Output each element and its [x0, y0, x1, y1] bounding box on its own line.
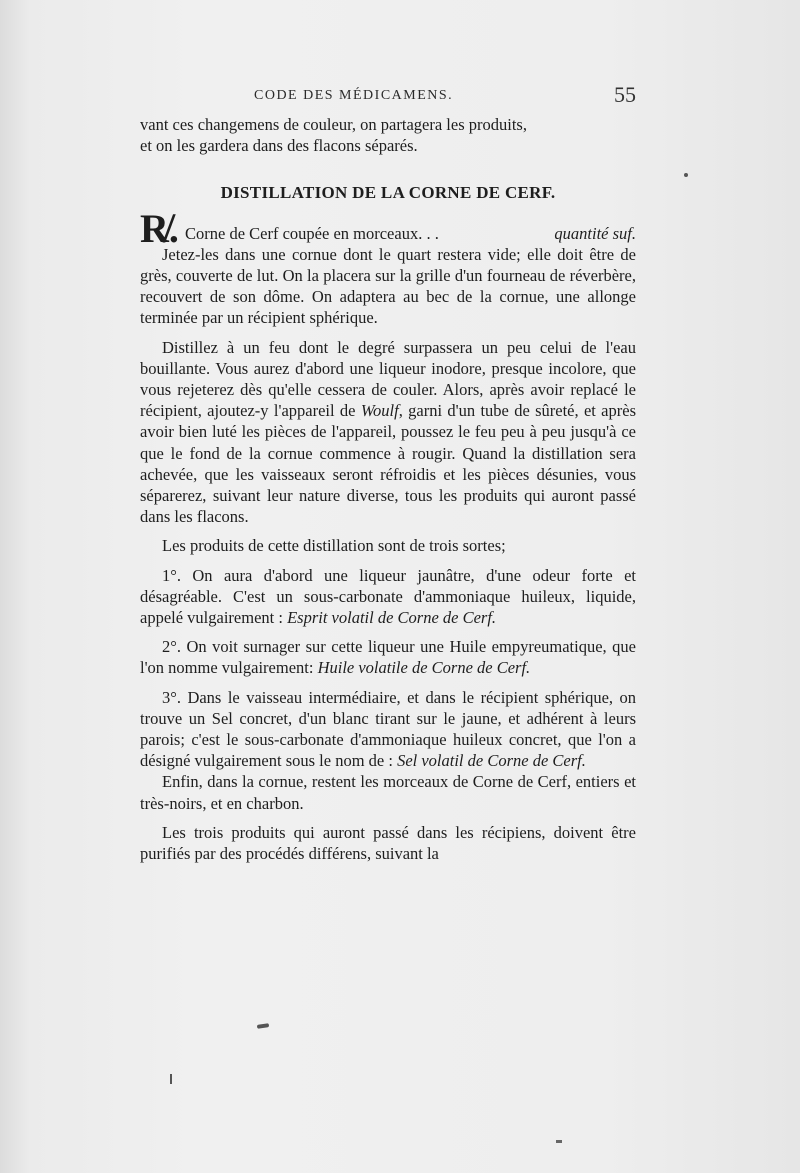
page-number: 55: [614, 82, 636, 107]
ink-speck: [170, 1074, 172, 1084]
paragraph-1: Jetez-les dans une cornue dont le quart restera vide; elle doit être de grès, couverte de lut. On la placera sur la grille d'un fourneau de réverbère, recouvert de son dôme. On adaptera au bec de la cornue, une allonge terminée par un récipient sphérique.: [140, 244, 636, 328]
body-text: [140, 114, 636, 864]
ink-speck: [257, 1023, 269, 1029]
paragraph-4-italic: Esprit volatil de Corne de Cerf.: [287, 608, 497, 628]
paragraph-4-text: 1°. On aura d'abord une liqueur jaunâtre, d'une odeur forte et désagréable. C'est un sous-carbonate d'ammoniaque huileux, liquide, appelé vulgairement :: [140, 565, 636, 628]
recipe-symbol: R̸.: [140, 205, 179, 251]
recipe-ingredient: Corne de Cerf coupée en morceaux. . .: [185, 223, 439, 243]
recipe-line: [140, 205, 636, 251]
paragraph-5-italic: Huile volatile de Corne de Cerf.: [317, 658, 531, 678]
paragraph-4: [140, 565, 636, 629]
paragraph-8: Les trois produits qui auront passé dans les récipiens, doivent être purifiés par des procédés différens, suivant la: [140, 822, 636, 864]
woulf-name: Woulf: [360, 401, 399, 421]
paragraph-2-part-b: , garni d'un tube de sûreté, et après avoir bien luté les pièces de l'appareil, poussez le feu peu à peu jusqu'à ce que le fond de la cornue commence à rougir. Quand la distillation sera achevée, que les vaisseaux seront réfroidis et les pièces désunies, vous séparerez, suivant leur nature diverse, tous les produits qui auront passé dans les flacons.: [140, 401, 636, 527]
paragraph-2-part-a: Distillez à un feu dont le degré surpassera un peu celui de l'eau bouillante. Vous aurez d'abord une liqueur inodore, presque incolore, que vous rejeterez dès qu'elle cessera de couler. Alors, après avoir replacé le récipient, ajoutez-y l'appareil de: [140, 337, 636, 421]
continued-line-1: vant ces changemens de couleur, on partagera les produits,: [140, 115, 527, 134]
recipe-quantity: quantité suf.: [554, 223, 636, 243]
paragraph-6-italic: Sel volatil de Corne de Cerf.: [397, 751, 586, 771]
section-title: DISTILLATION DE LA CORNE DE CERF.: [220, 183, 556, 203]
paragraph-2: [140, 337, 636, 528]
paragraph-6: [140, 687, 636, 772]
paragraph-3: Les produits de cette distillation sont de trois sortes;: [162, 536, 506, 556]
ink-speck: [556, 1140, 562, 1143]
ink-speck: [684, 173, 688, 177]
continued-line-2: et on les gardera dans des flacons séparés.: [140, 136, 418, 156]
page-header: [140, 84, 636, 108]
paragraph-5: [140, 636, 636, 678]
running-title: CODE DES MÉDICAMENS.: [254, 88, 454, 103]
paragraph-6-text: 3°. Dans le vaisseau intermédiaire, et dans le récipient sphérique, on trouve un Sel concret, d'un blanc tirant sur le jaune, et adhérent à leurs parois; c'est le sous-carbonate d'ammoniaque huileux concret, que l'on a désigné vulgairement sous le nom de :: [140, 687, 636, 771]
paragraph-5-text: 2°. On voit surnager sur cette liqueur une Huile empyreumatique, que l'on nomme vulgairement:: [140, 637, 636, 678]
paragraph-7: Enfin, dans la cornue, restent les morceaux de Corne de Cerf, entiers et très-noirs, et en charbon.: [140, 772, 636, 813]
